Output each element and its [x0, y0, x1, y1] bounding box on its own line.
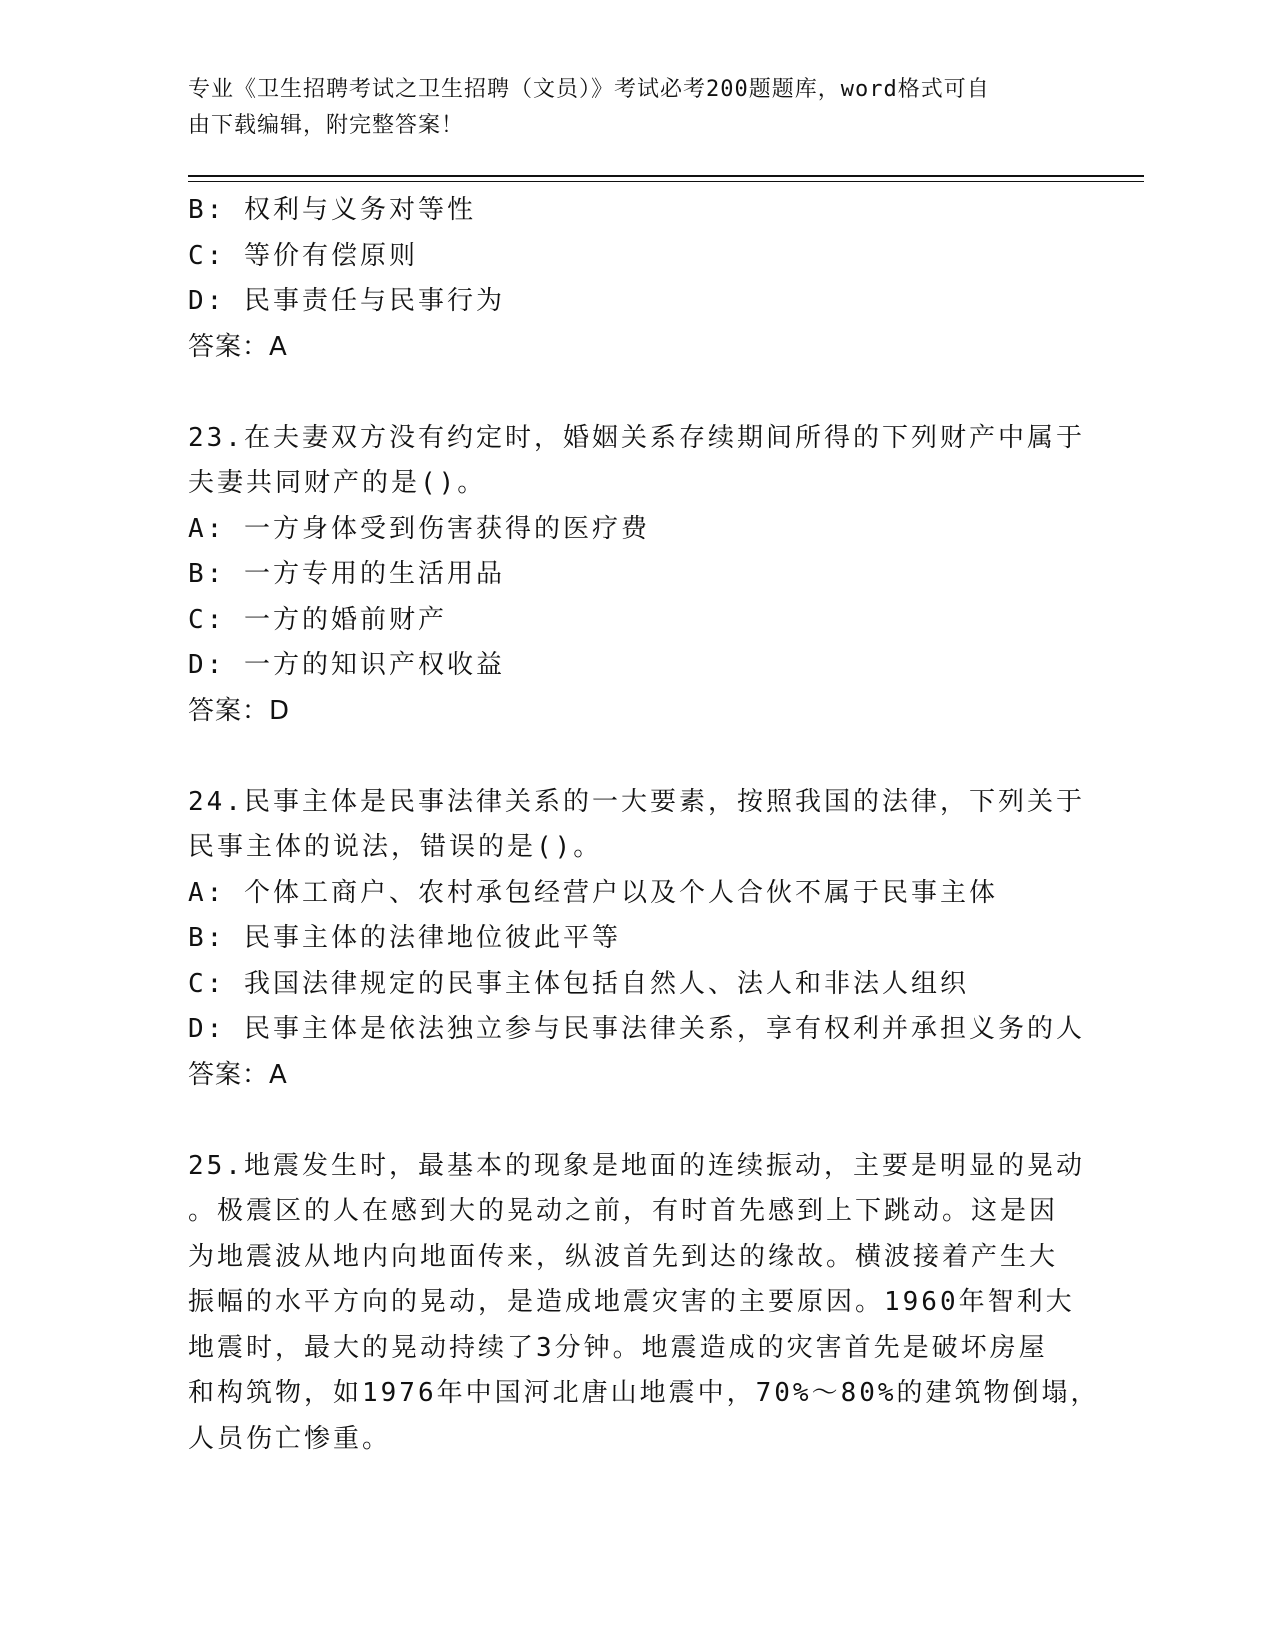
header-divider-thick — [188, 175, 1144, 177]
question-stem-line-2: 夫妻共同财产的是()。 — [188, 468, 487, 498]
option-b: B: 民事主体的法律地位彼此平等 — [188, 923, 621, 953]
question-stem-line-1: 23.在夫妻双方没有约定时，婚姻关系存续期间所得的下列财产中属于 — [188, 422, 1085, 453]
question-text-line-1: 25.地震发生时，最基本的现象是地面的连续振动，主要是明显的晃动 — [188, 1150, 1085, 1181]
option-c: C: 一方的婚前财产 — [188, 604, 447, 635]
option-b: B: 权利与义务对等性 — [188, 195, 476, 225]
header-line-1: 专业《卫生招聘考试之卫生招聘（文员）》考试必考200题题库，word格式可自 — [188, 77, 990, 102]
option-a: A: 个体工商户、农村承包经营户以及个人合伙不属于民事主体 — [188, 877, 998, 908]
document-body — [188, 188, 1100, 1462]
question-stem-line-1: 24.民事主体是民事法律关系的一大要素，按照我国的法律，下列关于 — [188, 786, 1085, 817]
header-divider-thin — [188, 181, 1144, 182]
option-d: D: 民事主体是依法独立参与民事法律关系，享有权利并承担义务的人 — [188, 1014, 1085, 1044]
option-d: D: 民事责任与民事行为 — [188, 286, 505, 316]
spacer — [188, 1098, 1088, 1144]
question-text-line-4: 振幅的水平方向的晃动，是造成地震灾害的主要原因。1960年智利大 — [188, 1287, 1075, 1317]
question-stem-line-2: 民事主体的说法，错误的是()。 — [188, 832, 603, 862]
answer: 答案：D — [188, 695, 291, 726]
header-line-2: 由下载编辑，附完整答案！ — [188, 113, 465, 138]
option-c: C: 等价有偿原则 — [188, 240, 418, 271]
question-text-line-3: 为地震波从地内向地面传来，纵波首先到达的缘故。横波接着产生大 — [188, 1241, 1059, 1272]
option-b: B: 一方专用的生活用品 — [188, 559, 505, 589]
question-23 — [188, 416, 1088, 735]
answer: 答案：A — [188, 331, 288, 362]
spacer — [188, 370, 1088, 416]
question-text-line-2: 。极震区的人在感到大的晃动之前，有时首先感到上下跳动。这是因 — [188, 1196, 1059, 1226]
option-a: A: 一方身体受到伤害获得的医疗费 — [188, 513, 650, 544]
question-25 — [188, 1144, 1100, 1463]
document-header — [188, 72, 1068, 144]
question-text-line-5: 地震时，最大的晃动持续了3分钟。地震造成的灾害首先是破坏房屋 — [188, 1332, 1048, 1363]
question-22-remainder — [188, 188, 1088, 370]
answer: 答案：A — [188, 1059, 288, 1090]
question-24 — [188, 780, 1088, 1099]
question-text-line-6: 和构筑物，如1976年中国河北唐山地震中，70%～80%的建筑物倒塌， — [188, 1378, 1100, 1408]
question-text-line-7: 人员伤亡惨重。 — [188, 1423, 392, 1454]
option-c: C: 我国法律规定的民事主体包括自然人、法人和非法人组织 — [188, 968, 969, 999]
option-d: D: 一方的知识产权收益 — [188, 650, 505, 680]
spacer — [188, 734, 1088, 780]
